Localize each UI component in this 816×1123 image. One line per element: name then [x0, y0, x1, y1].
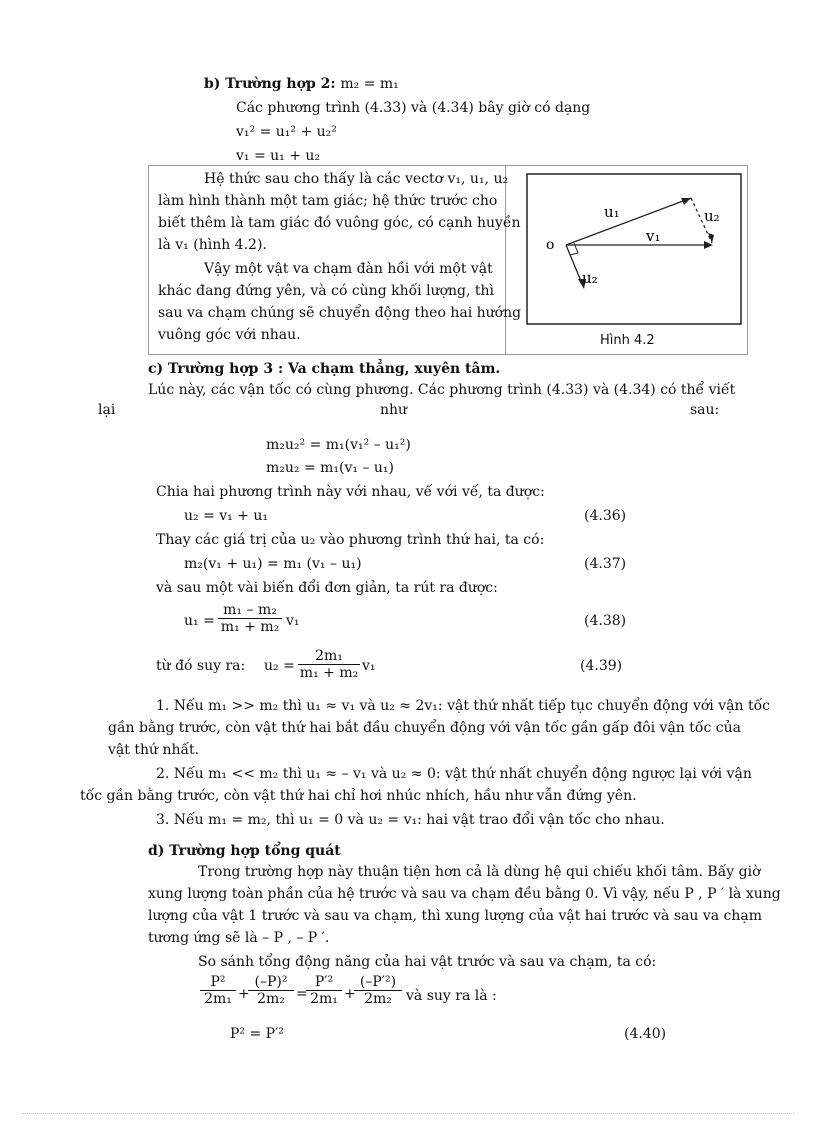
case2-heading-label: b) Trường hợp 2:	[204, 76, 336, 92]
case3-eq-b: m₂u₂ = m₁(v₁ – u₁)	[266, 460, 395, 476]
deduce-text-general: và suy ra là :	[406, 988, 497, 1004]
figure-4-2	[526, 173, 742, 325]
eq-4-39-lhs: u₂ =	[264, 658, 295, 674]
origin-label: o	[546, 237, 555, 253]
subst-text: Thay các giá trị của u₂ vào phương trình thứ hai, ta có:	[156, 532, 545, 548]
item2-line1: 2. Nếu m₁ << m₂ thì u₁ ≈ – v₁ và u₂ ≈ 0: vật thứ nhất chuyển động ngược lại với vận	[156, 766, 752, 782]
fraction-4-denominator: 2m₂	[364, 991, 392, 1007]
eq-4-39-rhs: v₁	[362, 658, 376, 674]
para2-line: vuông góc với nhau.	[158, 327, 301, 343]
item2-line2: tốc gần bằng trước, còn vật thứ hai chỉ hơi nhúc nhích, hầu như vẫn đứng yên.	[80, 788, 637, 804]
fraction-4	[354, 974, 402, 1007]
eq-4-36-number: (4.36)	[584, 508, 627, 524]
eq-4-38-fraction	[218, 602, 282, 635]
para2-line: khác đang đứng yên, và có cùng khối lượng, thì	[158, 283, 495, 299]
equals-sign: =	[296, 986, 308, 1002]
eq-4-36: u₂ = v₁ + u₁	[184, 508, 269, 524]
compare-text: So sánh tổng động năng của hai vật trước và sau va chạm, ta có:	[198, 954, 657, 970]
label-u2-dashed: u₂	[704, 207, 720, 225]
general-line1: Trong trường hợp này thuận tiện hơn cả là dùng hệ qui chiếu khối tâm. Bấy giờ	[198, 864, 761, 880]
eq-4-40-number: (4.40)	[624, 1026, 667, 1042]
eq-4-39-number: (4.39)	[580, 658, 623, 674]
para2-line: sau va chạm chúng sẽ chuyển động theo hai hướng	[158, 305, 522, 321]
para2-line: Vậy một vật va chạm đàn hồi với một vật	[204, 261, 493, 277]
eq-4-38-number: (4.38)	[584, 613, 627, 629]
case3-line2-c: sau:	[690, 402, 720, 418]
vector-u2-dashed-arrowhead	[708, 233, 714, 243]
general-heading: d) Trường hợp tổng quát	[148, 843, 341, 859]
page-bottom-rule	[22, 1113, 794, 1114]
after-text: và sau một vài biến đổi đơn giản, ta rút ra được:	[156, 580, 498, 596]
label-u2: u₂	[582, 269, 598, 287]
case3-line2-b: như	[380, 402, 408, 418]
fraction-2-denominator: 2m₂	[257, 991, 285, 1007]
item3-line: 3. Nếu m₁ = m₂, thì u₁ = 0 và u₂ = v₁: hai vật trao đổi vận tốc cho nhau.	[156, 812, 665, 828]
eq-4-38-lhs: u₁ =	[184, 613, 215, 629]
fraction-1-denominator: 2m₁	[204, 991, 232, 1007]
fraction-3	[306, 974, 342, 1007]
fraction-2	[248, 974, 294, 1007]
general-line4: tương ứng sẽ là – P , – P ′.	[148, 930, 330, 946]
eq-4-38-rhs: v₁	[286, 613, 300, 629]
vector-u1	[566, 198, 691, 245]
label-u1: u₁	[604, 203, 620, 221]
eq-4-40: P² = P′²	[230, 1026, 284, 1042]
figure-frame	[527, 174, 741, 324]
para1-line: làm hình thành một tam giác; hệ thức trước cho	[158, 193, 498, 209]
divide-text: Chia hai phương trình này với nhau, vế với vế, ta được:	[156, 484, 545, 500]
general-line3: lượng của vật 1 trước và sau va chạm, thì xung lượng của vật hai trước và sau va chạm	[148, 908, 763, 924]
case3-line1: Lúc này, các vận tốc có cùng phương. Các phương trình (4.33) và (4.34) có thể viết	[148, 382, 736, 398]
case3-eq-a: m₂u₂² = m₁(v₁² – u₁²)	[266, 437, 411, 453]
case2-eq1: v₁² = u₁² + u₂²	[236, 124, 337, 140]
plus-sign: +	[238, 986, 250, 1002]
para1-line: biết thêm là tam giác đó vuông góc, có cạnh huyền	[158, 215, 521, 231]
plus-sign: +	[344, 986, 356, 1002]
case2-heading	[204, 76, 399, 92]
case2-heading-eq: m₂ = m₁	[340, 76, 399, 92]
eq-4-38-numerator: m₁ – m₂	[218, 602, 282, 619]
para1-line: là v₁ (hình 4.2).	[158, 237, 267, 253]
eq-4-38-denominator: m₁ + m₂	[220, 619, 280, 635]
fraction-1-numerator: P²	[200, 974, 236, 991]
case3-line2-a: lại	[98, 402, 116, 418]
eq-4-37-number: (4.37)	[584, 556, 627, 572]
label-v1: v₁	[646, 227, 661, 245]
item1-line3: vật thứ nhất.	[108, 742, 200, 758]
item1-line2: gần bằng trước, còn vật thứ hai bắt đầu chuyển động với vận tốc gần gấp đôi vận tốc của	[108, 720, 741, 736]
vector-u1-arrowhead	[681, 198, 691, 205]
figure-caption: Hình 4.2	[600, 333, 655, 348]
case2-eq2: v₁ = u₁ + u₂	[236, 148, 321, 164]
case2-intro: Các phương trình (4.33) và (4.34) bây giờ có dạng	[236, 100, 591, 116]
para1-line: Hệ thức sau cho thấy là các vectơ v₁, u₁, u₂	[204, 171, 509, 187]
fraction-2-numerator: (–P)²	[248, 974, 294, 991]
fraction-1	[200, 974, 236, 1007]
deduce-text: từ đó suy ra:	[156, 658, 246, 674]
fraction-3-denominator: 2m₁	[310, 991, 338, 1007]
eq-4-37: m₂(v₁ + u₁) = m₁ (v₁ – u₁)	[184, 556, 362, 572]
item1-line1: 1. Nếu m₁ >> m₂ thì u₁ ≈ v₁ và u₂ ≈ 2v₁: vật thứ nhất tiếp tục chuyển động với vận tốc	[156, 698, 770, 714]
case3-heading: c) Trường hợp 3 : Va chạm thẳng, xuyên tâm.	[148, 361, 501, 377]
eq-4-39-fraction	[298, 648, 360, 681]
eq-4-39-denominator: m₁ + m₂	[299, 665, 359, 681]
eq-4-39-numerator: 2m₁	[298, 648, 360, 665]
general-line2: xung lượng toàn phần của hệ trước và sau va chạm đều bằng 0. Vì vậy, nếu P , P ′ là xung	[148, 886, 781, 902]
fraction-3-numerator: P′²	[306, 974, 342, 991]
fraction-4-numerator: (–P′²)	[354, 974, 402, 991]
